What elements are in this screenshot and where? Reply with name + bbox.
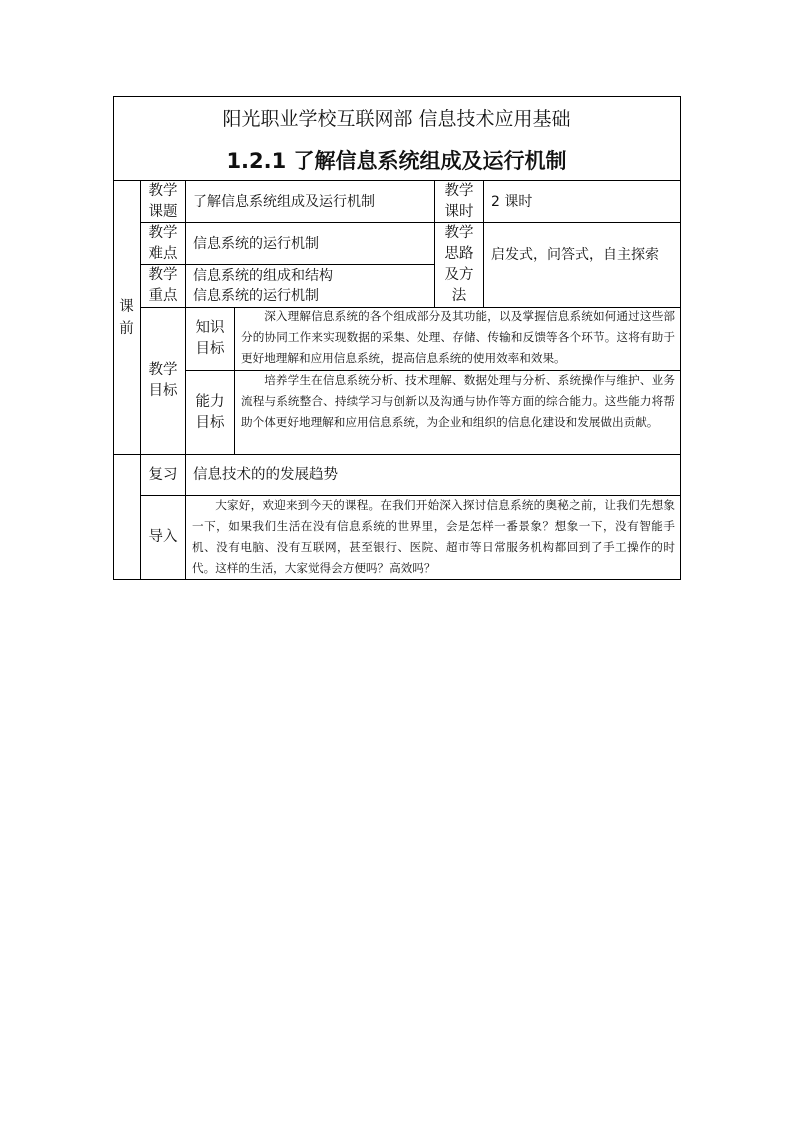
- key-points-label: [141, 265, 185, 307]
- ability-goal-label-line: 能力: [195, 394, 225, 410]
- pre-class-label: [116, 296, 137, 340]
- approach-label-line: 法: [451, 288, 467, 304]
- hours-label: [435, 181, 483, 223]
- difficulty-label: [141, 223, 185, 265]
- approach-label-line: 思路: [444, 246, 474, 262]
- key-points-values: [193, 266, 431, 306]
- table-border-bottom: [113, 579, 681, 580]
- intro-label: 导入: [148, 529, 178, 545]
- review-value: 信息技术的的发展趋势: [193, 467, 338, 483]
- col-divider: [483, 180, 484, 307]
- approach-label-line: 教学: [444, 225, 474, 241]
- row-divider: [113, 180, 681, 181]
- pre-class-label-text: 课前: [119, 299, 134, 337]
- hours-value: 2 课时: [491, 194, 533, 210]
- difficulty-label-line: 难点: [148, 246, 178, 262]
- key-point-item: 信息系统的组成和结构: [193, 268, 333, 284]
- row-divider: [140, 222, 681, 223]
- difficulty-label-line: 教学: [148, 225, 178, 241]
- ability-goal-label-line: 目标: [195, 415, 225, 431]
- lesson-title: 1.2.1 了解信息系统组成及运行机制: [226, 149, 567, 173]
- approach-value: 启发式，问答式，自主探索: [491, 247, 659, 263]
- key-points-label-line: 教学: [148, 267, 178, 283]
- approach-label: [435, 223, 483, 307]
- school-header: 阳光职业学校互联网部 信息技术应用基础: [222, 108, 571, 130]
- objectives-label-line: 目标: [148, 383, 178, 399]
- difficulty-value: 信息系统的运行机制: [193, 236, 319, 252]
- knowledge-goal-label: [186, 318, 234, 360]
- ability-goal-label: [186, 392, 234, 434]
- hours-label-line: 教学: [444, 183, 474, 199]
- table-border-right: [680, 96, 681, 580]
- review-label: 复习: [148, 467, 178, 483]
- ability-goal-text: 培养学生在信息系统分析、技术理解、数据处理与分析、系统操作与维护、业务流程与系统整合、持续学习与创新以及沟通与协作等方面的综合能力。这些能力将帮助个体更好地理解和应用信息系统，为企业和组织的信息化建设和发展做出贡献。: [241, 373, 675, 429]
- key-points-label-line: 重点: [148, 288, 178, 304]
- knowledge-goal-text: 深入理解信息系统的各个组成部分及其功能，以及掌握信息系统如何通过这些部分的协同工作来实现数据的采集、处理、存储、传输和反馈等各个环节。这将有助于更好地理解和应用信息系统，提高信息系统的使用效率和效果。: [241, 309, 675, 365]
- knowledge-goal-label-line: 知识: [195, 320, 225, 336]
- hours-label-line: 课时: [444, 204, 474, 220]
- table-border-top: [113, 96, 681, 97]
- approach-label-line: 及方: [444, 267, 474, 283]
- topic-label: [141, 181, 185, 223]
- topic-label-line: 教学: [148, 183, 178, 199]
- knowledge-goal-label-line: 目标: [195, 341, 225, 357]
- objectives-label: [141, 360, 185, 402]
- topic-value: 了解信息系统组成及运行机制: [193, 194, 375, 210]
- topic-label-line: 课题: [148, 204, 178, 220]
- key-point-item: 信息系统的运行机制: [193, 288, 319, 304]
- objectives-label-line: 教学: [148, 362, 178, 378]
- col-divider: [234, 307, 235, 454]
- intro-text: 大家好，欢迎来到今天的课程。在我们开始深入探讨信息系统的奥秘之前，让我们先想象一下，如果我们生活在没有信息系统的世界里，会是怎样一番景象？想象一下，没有智能手机、没有电脑、没有互联网，甚至银行、医院、超市等日常服务机构都回到了手工操作的时代。这样的生活，大家觉得会方便吗？高效吗？: [192, 498, 675, 575]
- row-divider: [113, 454, 681, 455]
- col-divider: [185, 180, 186, 580]
